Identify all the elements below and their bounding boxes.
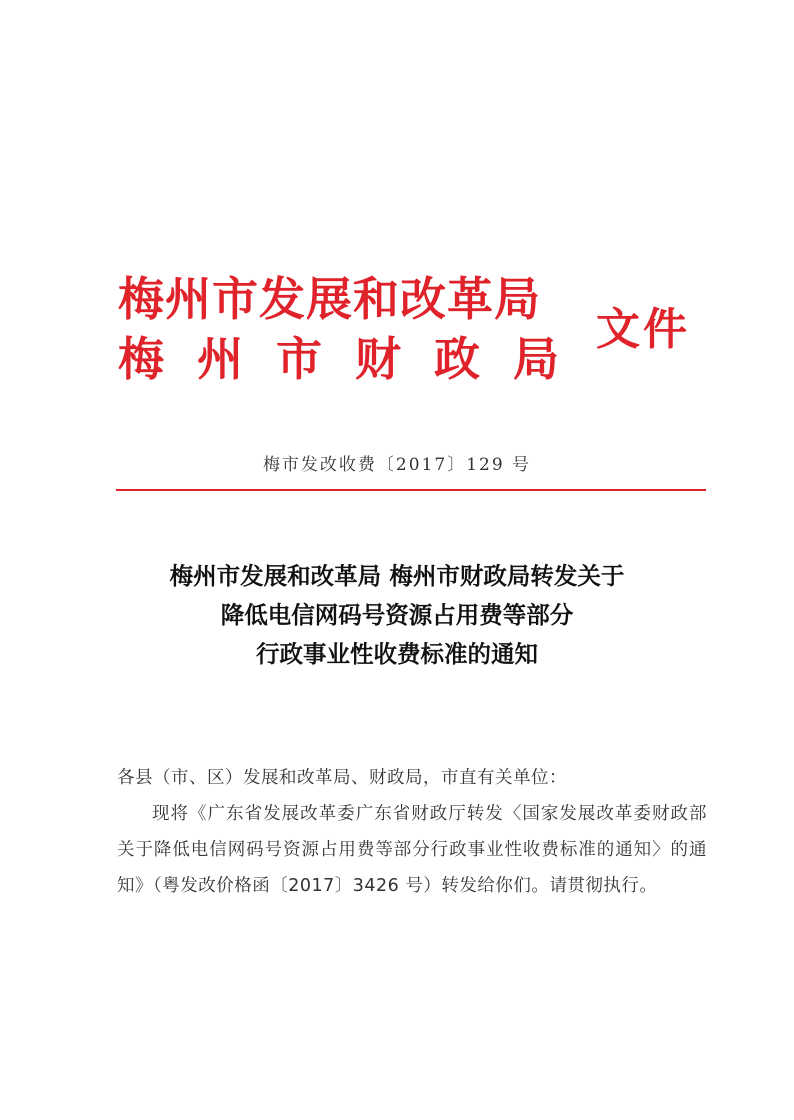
- letterhead: [118, 268, 718, 398]
- red-divider-line: [116, 489, 706, 491]
- issuer-name-development-reform: 梅州市发展和改革局: [118, 272, 541, 326]
- document-body: [117, 760, 707, 904]
- salutation: 各县（市、区）发展和改革局、财政局，市直有关单位：: [117, 768, 567, 788]
- title-line-2: 降低电信网码号资源占用费等部分: [220, 601, 574, 629]
- document-title: [0, 557, 794, 674]
- title-line-1: 梅州市发展和改革局 梅州市财政局转发关于: [169, 562, 625, 590]
- title-line-3: 行政事业性收费标准的通知: [256, 640, 538, 668]
- document-number: 梅市发改收费〔2017〕129 号: [262, 455, 532, 475]
- file-label: 文件: [596, 304, 690, 355]
- body-paragraph: 现将《广东省发展改革委广东省财政厅转发〈国家发展改革委财政部关于降低电信网码号资源占用费等部分行政事业性收费标准的通知〉的通知》（粤发改价格函〔2017〕3426 号）转发给你们。请贯彻执行。: [117, 804, 707, 896]
- issuer-name-finance: 梅州市财政局: [118, 332, 592, 386]
